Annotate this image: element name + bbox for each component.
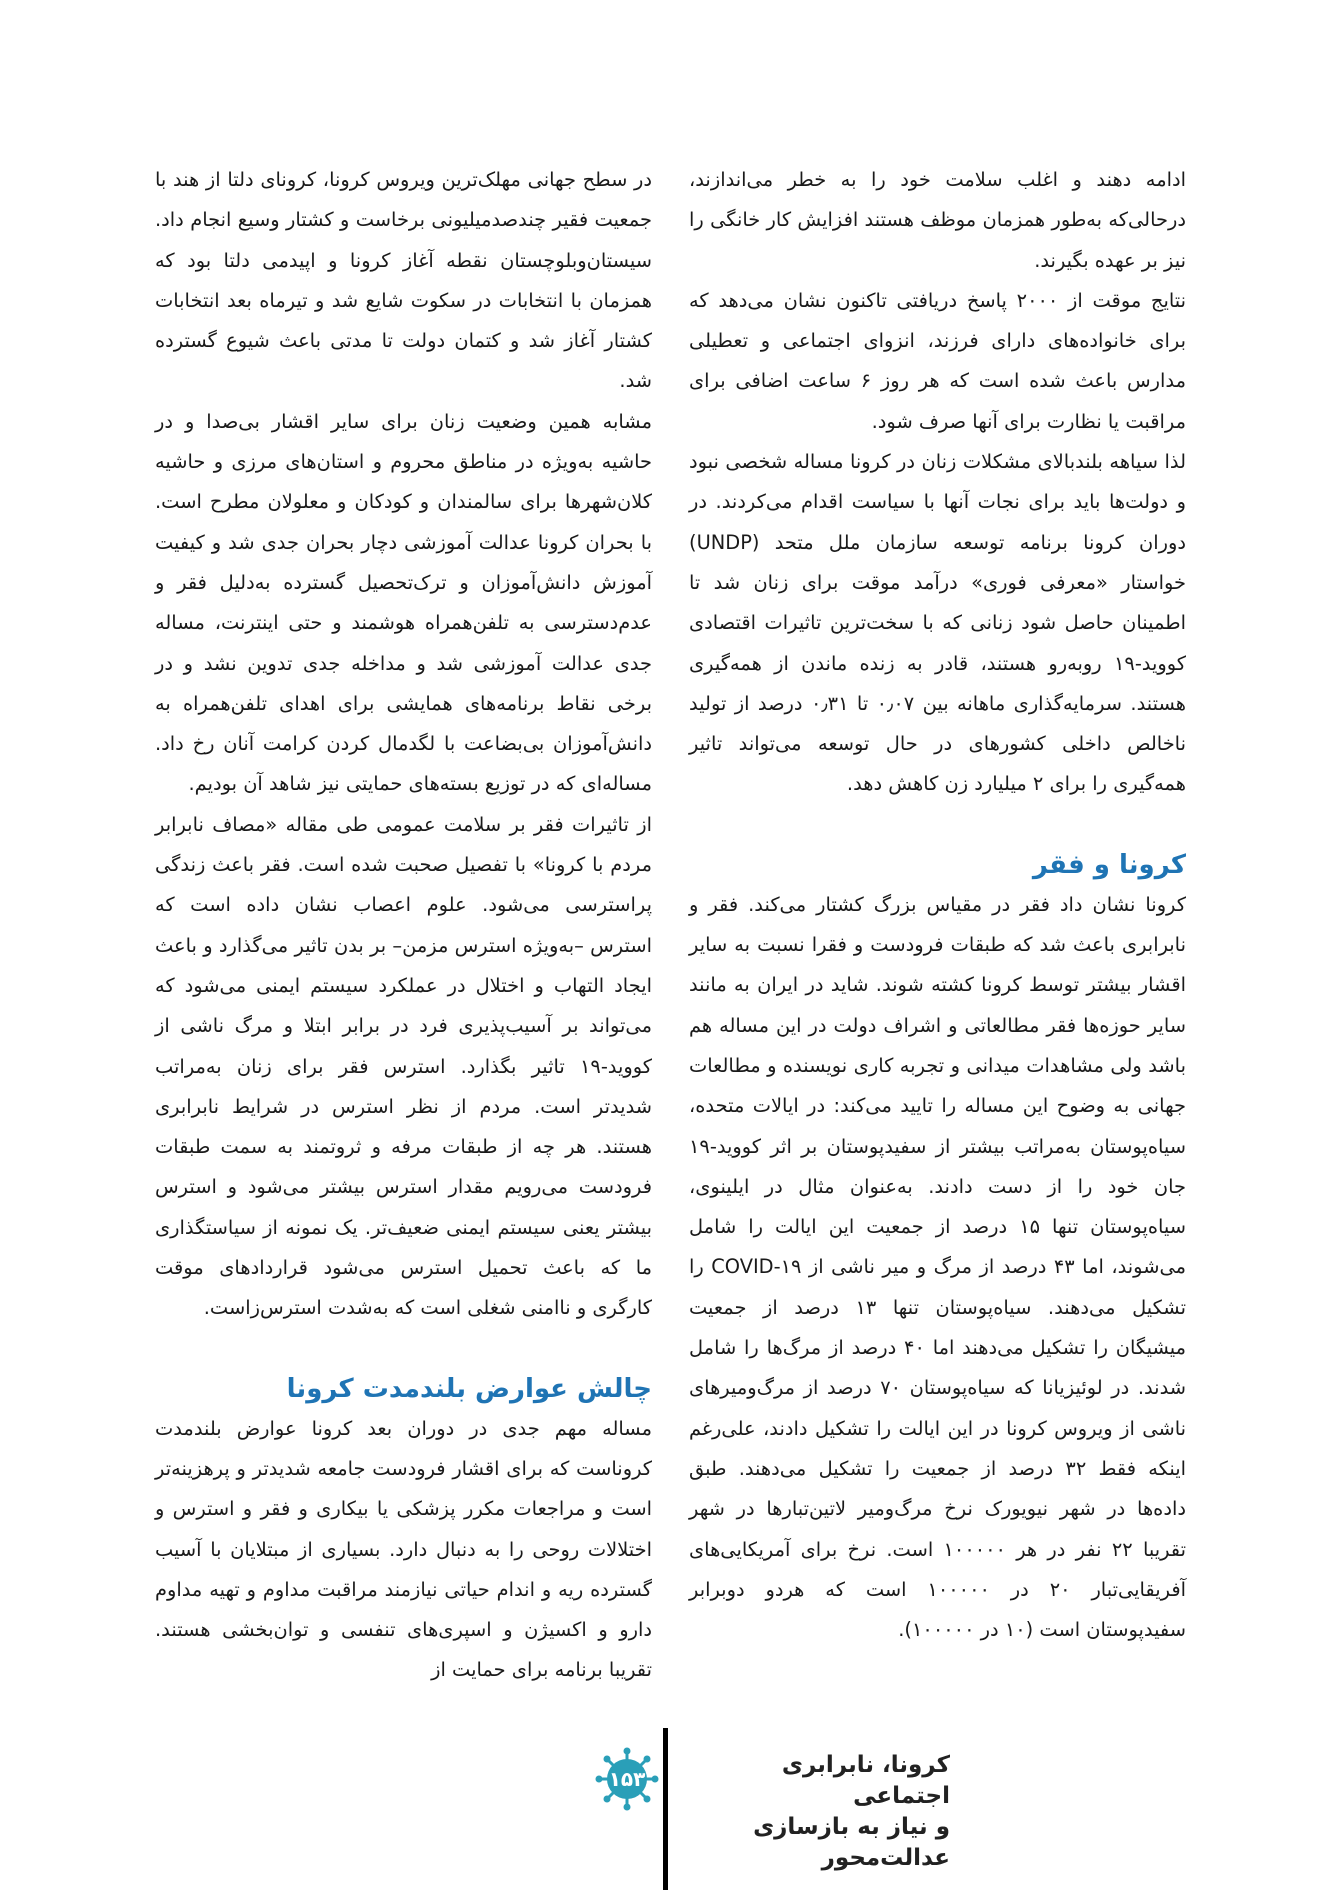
page-number: ۱۵۳ xyxy=(608,1767,646,1791)
section-heading: کرونا و فقر xyxy=(1032,849,1186,880)
paragraph: مساله مهم جدی در دوران بعد کرونا عوارض بلندمدت کروناست که برای اقشار فرودست جامعه شدیدتر و پرهزینه‌تر است و مراجعات مکرر پزشکی یا بیکاری و فقر و استرس و اختلالات روحی را به دنبال دارد. بسیاری از مبتلایان با آسیب گسترده ریه و اندام حیاتی نیازمند مراقبت مداوم و تهیه مداوم دارو و اکسیژن و اسپری‌های تنفسی و توان‌بخشی هستند. تقریبا برنامه برای حمایت از xyxy=(155,1416,652,1682)
book-title xyxy=(680,1750,950,1874)
footer-divider xyxy=(663,1728,668,1890)
paragraph: نتایج موقت از ۲۰۰۰ پاسخ دریافتی تاکنون نشان می‌دهد که برای خانواده‌های دارای فرزند، انزوای اجتماعی و تعطیلی مدارس باعث شده است که هر روز ۶ ساعت اضافی برای مراقبت یا نظارت برای آنها صرف شود. xyxy=(689,288,1187,433)
book-title-line: و نیاز به بازسازی عدالت‌محور xyxy=(753,1814,950,1871)
paragraph: مشابه همین وضعیت زنان برای سایر اقشار بی‌صدا و در حاشیه به‌ویژه در مناطق محروم و استان‌های مرزی و حاشیه کلان‌شهرها برای سالمندان و کودکان و معلولان مطرح است. با بحران کرونا عدالت آموزشی دچار بحران جدی شد و کیفیت آموزش دانش‌آموزان و ترک‌تحصیل گسترده به‌دلیل فقر و عدم‌دسترسی به تلفن‌همراه هوشمند و حتی اینترنت، مساله جدی عدالت آموزشی شد و مداخله جدی تدوین نشد و در برخی نقاط برنامه‌های همایشی برای اهدای تلفن‌همراه به دانش‌آموزان بی‌بضاعت با لگدمال کردن کرامت آنان رخ داد. مساله‌ای که در توزیع بسته‌های حمایتی نیز شاهد آن بودیم. xyxy=(155,409,652,796)
section-heading: چالش عوارض بلندمدت کرونا xyxy=(286,1373,652,1404)
left-column xyxy=(155,160,652,1691)
section-gap xyxy=(689,805,1186,845)
section-gap xyxy=(155,1329,652,1369)
page-number-badge xyxy=(595,1747,659,1811)
paragraph: کرونا نشان داد فقر در مقیاس بزرگ کشتار می‌کند. فقر و نابرابری باعث شد که طبقات فرودست و فقرا نسبت به سایر اقشار بیشتر توسط کرونا کشته شوند. شاید در ایران به مانند سایر حوزه‌ها فقر مطالعاتی و اشراف دولت در این مساله هم باشد ولی مشاهدات میدانی و تجربه کاری نویسنده و مطالعات جهانی به وضوح این مساله را تایید می‌کند: در ایالات متحده، سیاه‌پوستان به‌مراتب بیشتر از سفیدپوستان بر اثر کووید-۱۹ جان خود را از دست دادند. به‌عنوان مثال در ایلینوی، سیاه‌پوستان تنها ۱۵ درصد از جمعیت این ایالت را شامل می‌شوند، اما ۴۳ درصد از مرگ و میر ناشی از COVID-۱۹ را تشکیل می‌دهند. سیاه‌پوستان تنها ۱۳ درصد از جمعیت میشیگان را تشکیل می‌دهند اما ۴۰ درصد از مرگ‌ها را شامل شدند. در لوئیزیانا که سیاه‌پوستان ۷۰ درصد از مرگ‌ومیرهای ناشی از ویروس کرونا در این ایالت را تشکیل دادند، علی‌رغم اینکه فقط ۳۲ درصد از جمعیت را تشکیل می‌دهند. طبق داده‌ها در شهر نیویورک نرخ مرگ‌ومیر لاتین‌تبارها در شهر تقریبا ۲۲ نفر در هر ۱۰۰۰۰۰ است. نرخ برای آمریکایی‌های آفریقایی‌تبار ۲۰ در ۱۰۰۰۰۰ است که هردو دوبرابر سفیدپوستان است (۱۰ در ۱۰۰۰۰۰). xyxy=(689,892,1187,1642)
paragraph: از تاثیرات فقر بر سلامت عمومی طی مقاله «مصاف نابرابر مردم با کرونا» با تفصیل صحبت شده است. فقر باعث زندگی پراسترسی می‌شود. علوم اعصاب نشان داده است که استرس –به‌ویژه استرس مزمن– بر بدن تاثیر می‌گذارد و باعث ایجاد التهاب و اختلال در عملکرد سیستم ایمنی می‌شود که می‌تواند بر آسیب‌پذیری فرد در برابر ابتلا و مرگ ناشی از کووید-۱۹ تاثیر بگذارد. استرس فقر برای زنان به‌مراتب شدیدتر است. مردم از نظر استرس در شرایط نابرابری هستند. هر چه از طبقات مرفه و ثروتمند به سمت طبقات فرودست می‌رویم مقدار استرس بیشتر می‌شود و استرس بیشتر یعنی سیستم ایمنی ضعیف‌تر. یک نمونه از سیاستگذاری ما که باعث تحمیل استرس می‌شود قراردادهای موقت کارگری و ناامنی شغلی است که به‌شدت استرس‌زاست. xyxy=(155,812,652,1320)
paragraph: لذا سیاهه بلندبالای مشکلات زنان در کرونا مساله شخصی نبود و دولت‌ها باید برای نجات آنها با سیاست اقدام می‌کردند. در دوران کرونا برنامه توسعه سازمان ملل متحد (UNDP) خواستار «معرفی فوری» درآمد موقت برای زنان شد تا اطمینان حاصل شود زنانی که با سخت‌ترین تاثیرات اقتصادی کووید-۱۹ روبه‌رو هستند، قادر به زنده ماندن از همه‌گیری هستند. سرمایه‌گذاری ماهانه بین ۰٫۰۷ تا ۰٫۳۱ درصد از تولید ناخالص داخلی کشورهای در حال توسعه می‌تواند تاثیر همه‌گیری را برای ۲ میلیارد زن کاهش دهد. xyxy=(689,450,1186,796)
book-title-line: کرونا، نابرابری اجتماعی xyxy=(781,1752,950,1809)
right-column xyxy=(689,160,1186,1650)
paragraph: ادامه دهند و اغلب سلامت خود را به خطر می‌اندازند، درحالی‌که به‌طور همزمان موظف هستند افزایش کار خانگی را نیز بر عهده بگیرند. xyxy=(689,168,1186,272)
paragraph: در سطح جهانی مهلک‌ترین ویروس کرونا، کرونای دلتا از هند با جمعیت فقیر چندصدمیلیونی برخاست و کشتار وسیع انجام داد. سیستان‌وبلوچستان نقطه آغاز کرونا و اپیدمی دلتا بود که همزمان با انتخابات در سکوت شایع شد و تیرماه بعد انتخابات کشتار آغاز شد و کتمان دولت تا مدتی باعث شیوع گسترده شد. xyxy=(155,168,652,393)
